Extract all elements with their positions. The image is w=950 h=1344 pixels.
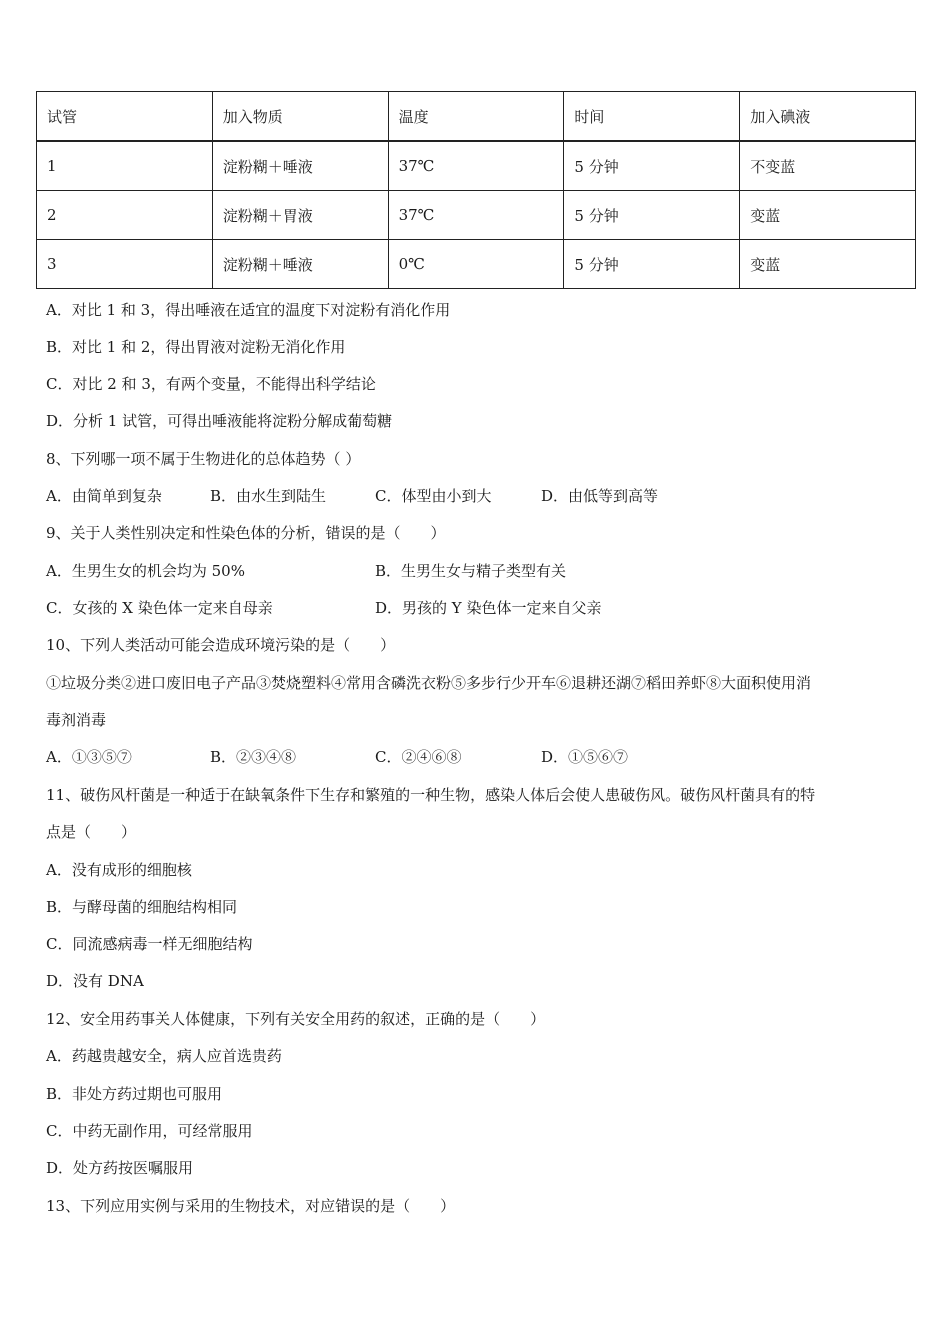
q11-option-b: B．与酵母菌的细胞结构相同 <box>46 898 238 916</box>
q11-option-c: C．同流感病毒一样无细胞结构 <box>46 935 253 953</box>
table-cell: 淀粉糊＋唾液 <box>212 240 388 289</box>
q10-option-c: C．②④⑥⑧ <box>375 748 462 766</box>
table-header-cell: 试管 <box>37 92 213 142</box>
q9-options-row2 <box>46 598 906 618</box>
q7-option-d: D．分析 1 试管，可得出唾液能将淀粉分解成葡萄糖 <box>46 412 393 430</box>
q9-option-d: D．男孩的 Y 染色体一定来自父亲 <box>375 599 602 617</box>
q7-option-b: B．对比 1 和 2，得出胃液对淀粉无消化作用 <box>46 338 346 356</box>
table-header-row <box>37 92 916 142</box>
q9-option-c: C．女孩的 X 染色体一定来自母亲 <box>46 599 273 617</box>
table-cell: 淀粉糊＋胃液 <box>212 191 388 240</box>
table-cell: 5 分钟 <box>564 141 740 191</box>
table-row <box>37 191 916 240</box>
table-cell: 37℃ <box>388 141 564 191</box>
q9-option-b: B．生男生女与精子类型有关 <box>375 562 567 580</box>
table-header-cell: 时间 <box>564 92 740 142</box>
q11-stem: 11、破伤风杆菌是一种适于在缺氧条件下生存和繁殖的一种生物，感染人体后会使人患破伤风。破伤风杆菌具有的特 <box>46 786 816 804</box>
q8-option-a: A．由简单到复杂 <box>46 487 162 505</box>
table-cell: 5 分钟 <box>564 240 740 289</box>
table-cell: 变蓝 <box>740 240 916 289</box>
q9-stem: 9、关于人类性别决定和性染色体的分析，错误的是（ ） <box>46 524 446 542</box>
table-cell: 5 分钟 <box>564 191 740 240</box>
experiment-table <box>36 91 916 289</box>
q9-option-a: A．生男生女的机会均为 50% <box>46 562 245 580</box>
q11-stem-continued: 点是（ ） <box>46 823 137 841</box>
q8-option-c: C．体型由小到大 <box>375 487 492 505</box>
q12-option-b: B．非处方药过期也可服用 <box>46 1085 223 1103</box>
q10-options <box>46 747 906 767</box>
q7-option-c: C．对比 2 和 3，有两个变量，不能得出科学结论 <box>46 375 376 393</box>
table-cell: 不变蓝 <box>740 141 916 191</box>
q10-option-b: B．②③④⑧ <box>210 748 297 766</box>
q11-option-a: A．没有成形的细胞核 <box>46 861 192 879</box>
table-cell: 淀粉糊＋唾液 <box>212 141 388 191</box>
table-row <box>37 240 916 289</box>
q10-option-a: A．①③⑤⑦ <box>46 748 132 766</box>
table-row <box>37 141 916 191</box>
q12-stem: 12、安全用药事关人体健康，下列有关安全用药的叙述，正确的是（ ） <box>46 1010 546 1028</box>
table-cell: 37℃ <box>388 191 564 240</box>
q12-option-c: C．中药无副作用，可经常服用 <box>46 1122 253 1140</box>
q8-option-b: B．由水生到陆生 <box>210 487 327 505</box>
table-cell: 1 <box>37 141 213 191</box>
q10-option-d: D．①⑤⑥⑦ <box>541 748 629 766</box>
q10-stem: 10、下列人类活动可能会造成环境污染的是（ ） <box>46 636 396 654</box>
q8-option-d: D．由低等到高等 <box>541 487 659 505</box>
q9-options-row1 <box>46 561 906 581</box>
table-cell: 变蓝 <box>740 191 916 240</box>
q11-option-d: D．没有 DNA <box>46 972 144 990</box>
q10-body-line: ①垃圾分类②进口废旧电子产品③焚烧塑料④常用含磷洗衣粉⑤多步行少开车⑥退耕还湖⑦稻田养虾⑧大面积使用消 <box>46 674 812 692</box>
table-header-cell: 加入物质 <box>212 92 388 142</box>
table-header-cell: 温度 <box>388 92 564 142</box>
q12-option-d: D．处方药按医嘱服用 <box>46 1159 194 1177</box>
q7-option-a: A．对比 1 和 3，得出唾液在适宜的温度下对淀粉有消化作用 <box>46 301 451 319</box>
table-cell: 2 <box>37 191 213 240</box>
q10-body-line: 毒剂消毒 <box>46 711 107 729</box>
q8-stem: 8、下列哪一项不属于生物进化的总体趋势（ ） <box>46 450 361 468</box>
table-cell: 3 <box>37 240 213 289</box>
table-header-cell: 加入碘液 <box>740 92 916 142</box>
q8-options <box>46 486 906 506</box>
q12-option-a: A．药越贵越安全，病人应首选贵药 <box>46 1047 282 1065</box>
q13-stem: 13、下列应用实例与采用的生物技术，对应错误的是（ ） <box>46 1197 456 1215</box>
table-cell: 0℃ <box>388 240 564 289</box>
